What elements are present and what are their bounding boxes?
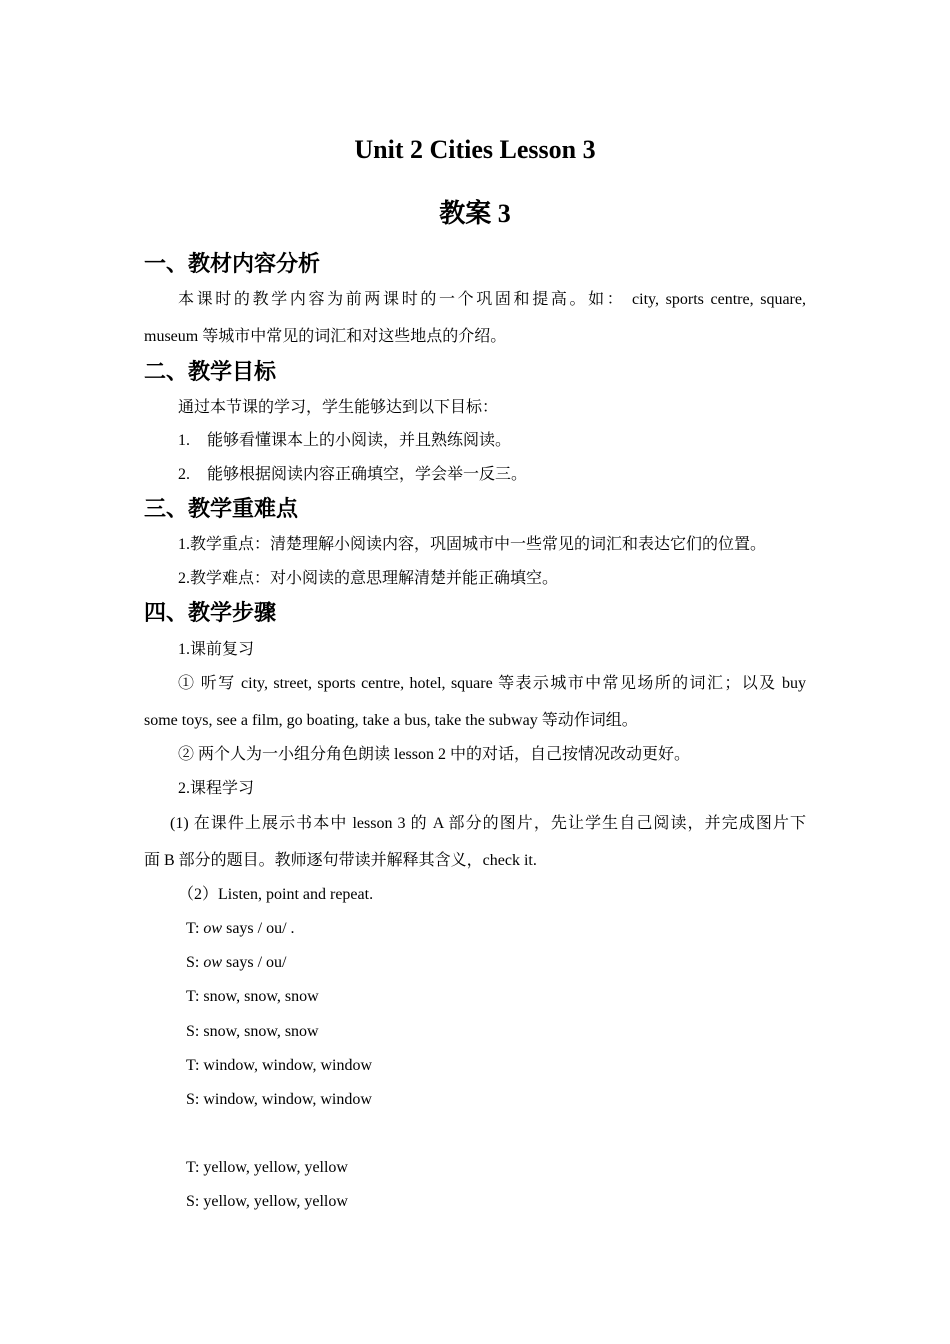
- dialogue-line: T: window, window, window: [186, 1057, 373, 1074]
- dialogue-line: S: snow, snow, snow: [186, 1023, 319, 1040]
- objective-number: 2.: [178, 466, 190, 483]
- dialogue-line: [186, 918, 295, 940]
- dialogue-italic-phonics: ow: [203, 954, 223, 971]
- difficulty-point: 2.教学难点：对小阅读的意思理解清楚并能正确填空。: [178, 570, 559, 587]
- dialogue-italic-phonics: ow: [203, 920, 223, 937]
- step2-listen-point-repeat: （2）Listen, point and repeat.: [178, 886, 374, 903]
- objective-text: 能够根据阅读内容正确填空，学会举一反三。: [207, 466, 528, 483]
- step1-dictation-line1: ① 听写 city, street, sports centre, hotel, square 等表示城市中常见场所的词汇；以及 buy: [178, 675, 806, 692]
- key-point: 1.教学重点：清楚理解小阅读内容，巩固城市中一些常见的词汇和表达它们的位置。: [178, 536, 767, 553]
- dialogue-line: S: yellow, yellow, yellow: [186, 1193, 348, 1210]
- step2-activity-line1: (1) 在课件上展示书本中 lesson 3 的 A 部分的图片，先让学生自己阅读，并完成图片下: [170, 815, 806, 832]
- step1-dictation-line2: some toys, see a film, go boating, take a bus, take the subway 等动作词组。: [144, 712, 638, 729]
- dialogue-line: T: yellow, yellow, yellow: [186, 1159, 348, 1176]
- dialogue-text: says / ou/: [222, 954, 287, 971]
- section-heading-teaching-steps: 四、教学步骤: [144, 601, 277, 626]
- dialogue-text: says / ou/ .: [222, 920, 295, 937]
- section-heading-content-analysis: 一、教材内容分析: [144, 252, 321, 277]
- step1-title: 1.课前复习: [178, 641, 255, 658]
- document-subtitle: 教案 3: [439, 199, 511, 228]
- dialogue-line: [186, 952, 286, 974]
- objectives-intro: 通过本节课的学习，学生能够达到以下目标：: [178, 399, 499, 416]
- objective-item: [178, 464, 527, 486]
- dialogue-speaker: S:: [186, 954, 204, 971]
- content-analysis-paragraph-line1: 本课时的教学内容为前两课时的一个巩固和提高。如： city, sports centre, square,: [178, 291, 806, 308]
- section-heading-objectives: 二、教学目标: [144, 360, 277, 385]
- content-analysis-paragraph-line2: museum 等城市中常见的词汇和对这些地点的介绍。: [144, 328, 507, 345]
- objective-item: [178, 430, 511, 452]
- step2-activity-line2: 面 B 部分的题目。教师逐句带读并解释其含义，check it.: [144, 852, 537, 869]
- objective-number: 1.: [178, 432, 190, 449]
- objective-text: 能够看懂课本上的小阅读，并且熟练阅读。: [207, 432, 512, 449]
- dialogue-line: T: snow, snow, snow: [186, 988, 319, 1005]
- step1-role-reading: ② 两个人为一小组分角色朗读 lesson 2 中的对话，自己按情况改动更好。: [178, 746, 691, 763]
- step2-title: 2.课程学习: [178, 780, 255, 797]
- document-title: Unit 2 Cities Lesson 3: [354, 135, 596, 164]
- dialogue-speaker: T:: [186, 920, 204, 937]
- section-heading-key-points: 三、教学重难点: [144, 497, 299, 522]
- dialogue-line: S: window, window, window: [186, 1091, 372, 1108]
